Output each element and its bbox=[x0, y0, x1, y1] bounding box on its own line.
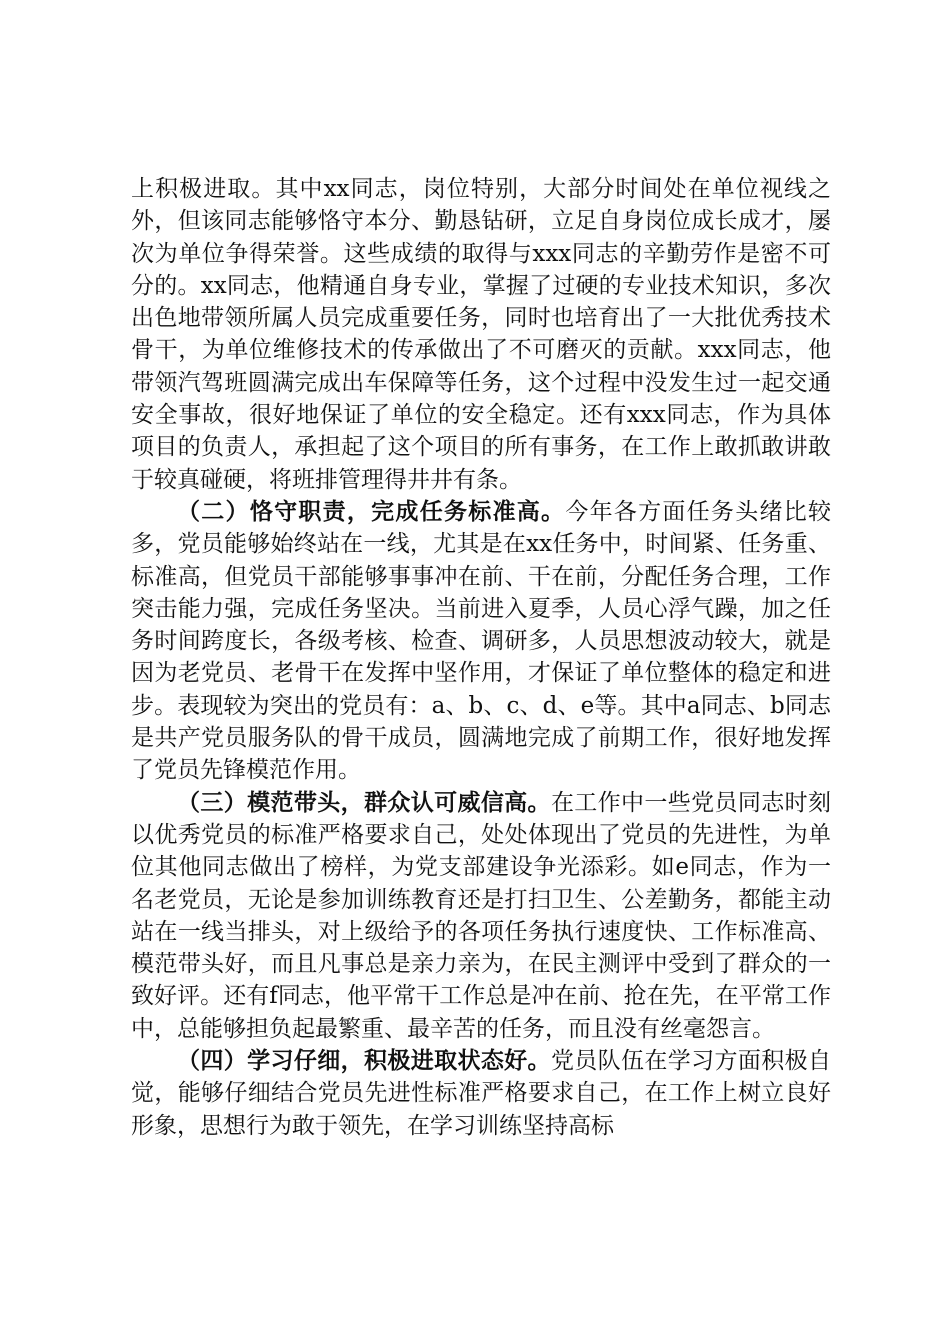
paragraph-continuation bbox=[131, 173, 831, 496]
paragraph-text: 在工作中一些党员同志时刻以优秀党员的标准严格要求自己，处处体现出了党员的先进性，为单位其他同志做出了榜样，为党支部建设争光添彩。如e同志，作为一名老党员，无论是参加训练教育还是打扫卫生、公差勤务，都能主动站在一线当排头，对上级给予的各项任务执行速度快、工作标准高、模范带头好，而且凡事总是亲力亲为，在民主测评中受到了群众的一致好评。还有f同志，他平常干工作总是冲在前、抢在先，在平常工作中，总能够担负起最繁重、最辛苦的任务，而且没有丝毫怨言。 bbox=[131, 789, 832, 1042]
paragraph-section-4 bbox=[131, 1045, 831, 1142]
section-heading: （二）恪守职责，完成任务标准高。 bbox=[177, 498, 566, 525]
paragraph-text: 党员队伍在学习方面积极自觉，能够仔细结合党员先进性标准严格要求自己，在工作上树立良好形象，思想行为敢于领先，在学习训练坚持高标 bbox=[131, 1048, 832, 1139]
section-heading: （四）学习仔细，积极进取状态好。 bbox=[177, 1048, 551, 1075]
section-heading: （三）模范带头，群众认可威信高。 bbox=[177, 789, 551, 816]
paragraph-section-2 bbox=[131, 496, 831, 787]
paragraph-text: 今年各方面任务头绪比较多，党员能够始终站在一线，尤其是在xx任务中，时间紧、任务重、标准高，但党员干部能够事事冲在前、干在前，分配任务合理，工作突击能力强，完成任务坚决。当前进入夏季，人员心浮气躁，加之任务时间跨度长，各级考核、检查、调研多，人员思想波动较大，就是因为老党员、老骨干在发挥中坚作用，才保证了单位整体的稳定和进步。表现较为突出的党员有：a、b、c、d、e等。其中a同志、b同志是共产党员服务队的骨干成员，圆满地完成了前期工作，很好地发挥了党员先锋模范作用。 bbox=[131, 498, 832, 784]
paragraph-section-3 bbox=[131, 787, 831, 1045]
paragraph-text: 上积极进取。其中xx同志，岗位特别，大部分时间处在单位视线之外，但该同志能够恪守本分、勤恳钻研，立足自身岗位成长成才，屡次为单位争得荣誉。这些成绩的取得与xxx同志的辛勤劳作是密不可分的。xx同志，他精通自身专业，掌握了过硬的专业技术知识，多次出色地带领所属人员完成重要任务，同时也培育出了一大批优秀技术骨干，为单位维修技术的传承做出了不可磨灭的贡献。xxx同志，他带领汽驾班圆满完成出车保障等任务，这个过程中没发生过一起交通安全事故，很好地保证了单位的安全稳定。还有xxx同志，作为具体项目的负责人，承担起了这个项目的所有事务，在工作上敢抓敢讲敢于较真碰硬，将班排管理得井井有条。 bbox=[131, 176, 831, 493]
document-body bbox=[131, 173, 831, 1142]
